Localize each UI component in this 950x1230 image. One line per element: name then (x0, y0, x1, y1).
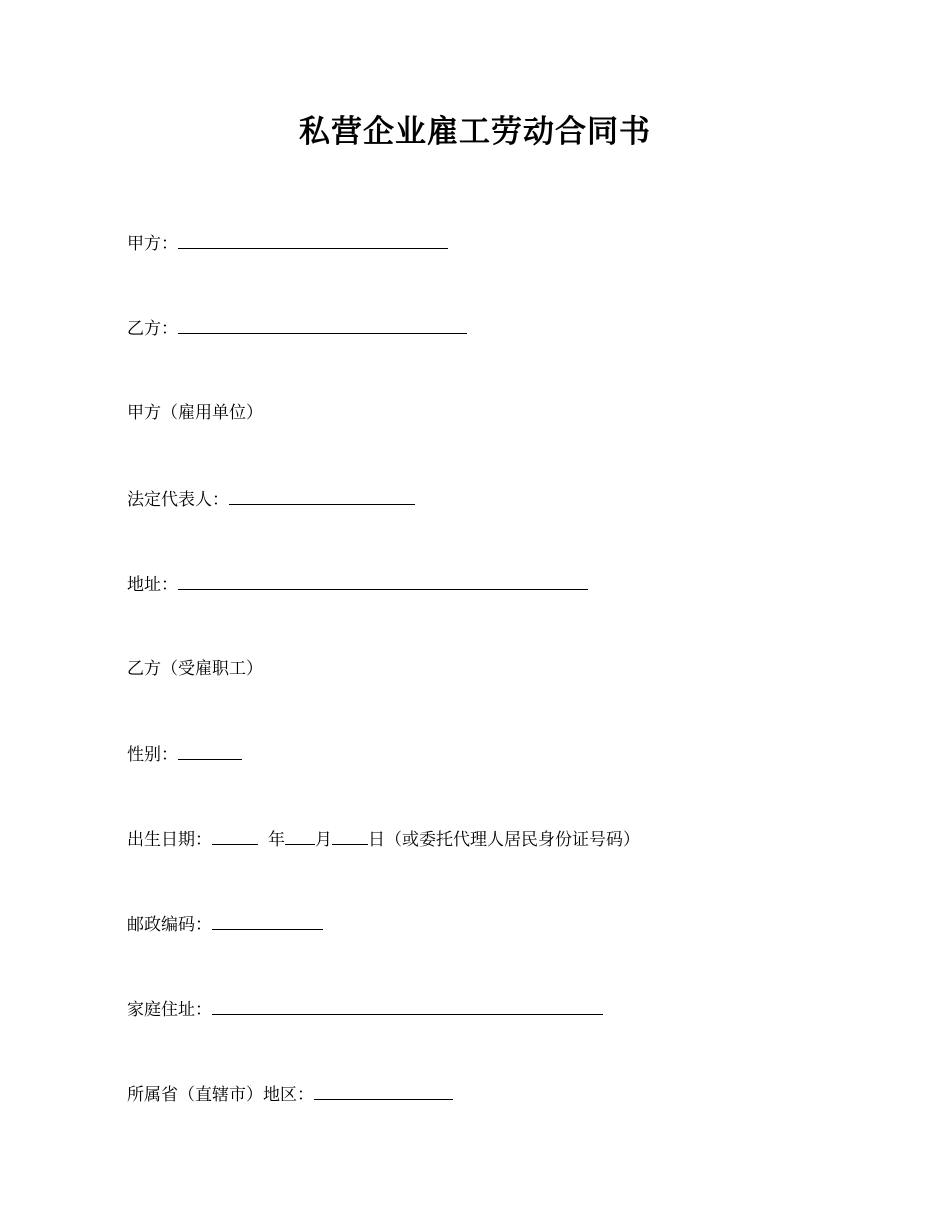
address-blank[interactable] (178, 572, 588, 590)
postal-code-blank[interactable] (212, 912, 323, 930)
address-field (127, 572, 588, 597)
month-label: 月 (315, 830, 332, 850)
gender-field (127, 742, 242, 767)
employee-section-heading: 乙方（受雇职工） (127, 659, 263, 679)
address-label: 地址： (127, 575, 178, 595)
birth-month-blank[interactable] (285, 827, 315, 845)
province-label: 所属省（直辖市）地区： (127, 1085, 314, 1105)
postal-code-field (127, 912, 323, 937)
document-title: 私营企业雇工劳动合同书 (299, 114, 651, 150)
home-address-field (127, 997, 603, 1022)
home-address-label: 家庭住址： (127, 1000, 212, 1020)
postal-code-label: 邮政编码： (127, 915, 212, 935)
party-a-blank[interactable] (178, 231, 448, 249)
legal-rep-field (127, 487, 415, 512)
birth-year-blank[interactable] (212, 827, 258, 845)
birth-date-label: 出生日期： (127, 830, 212, 850)
day-note: 日（或委托代理人居民身份证号码） (368, 830, 640, 850)
province-field (127, 1082, 453, 1107)
gender-blank[interactable] (178, 742, 242, 760)
party-b-blank[interactable] (178, 316, 467, 334)
party-b-label: 乙方： (127, 319, 178, 339)
province-blank[interactable] (314, 1082, 453, 1100)
home-address-blank[interactable] (212, 997, 603, 1015)
gender-label: 性别： (127, 745, 178, 765)
year-label: 年 (268, 830, 285, 850)
employer-section-heading: 甲方（雇用单位） (127, 403, 263, 423)
legal-rep-label: 法定代表人： (127, 490, 229, 510)
legal-rep-blank[interactable] (229, 487, 415, 505)
party-a-field (127, 231, 448, 256)
party-a-label: 甲方： (127, 234, 178, 254)
birth-date-field (127, 827, 640, 852)
party-b-field (127, 316, 467, 341)
birth-day-blank[interactable] (332, 827, 368, 845)
